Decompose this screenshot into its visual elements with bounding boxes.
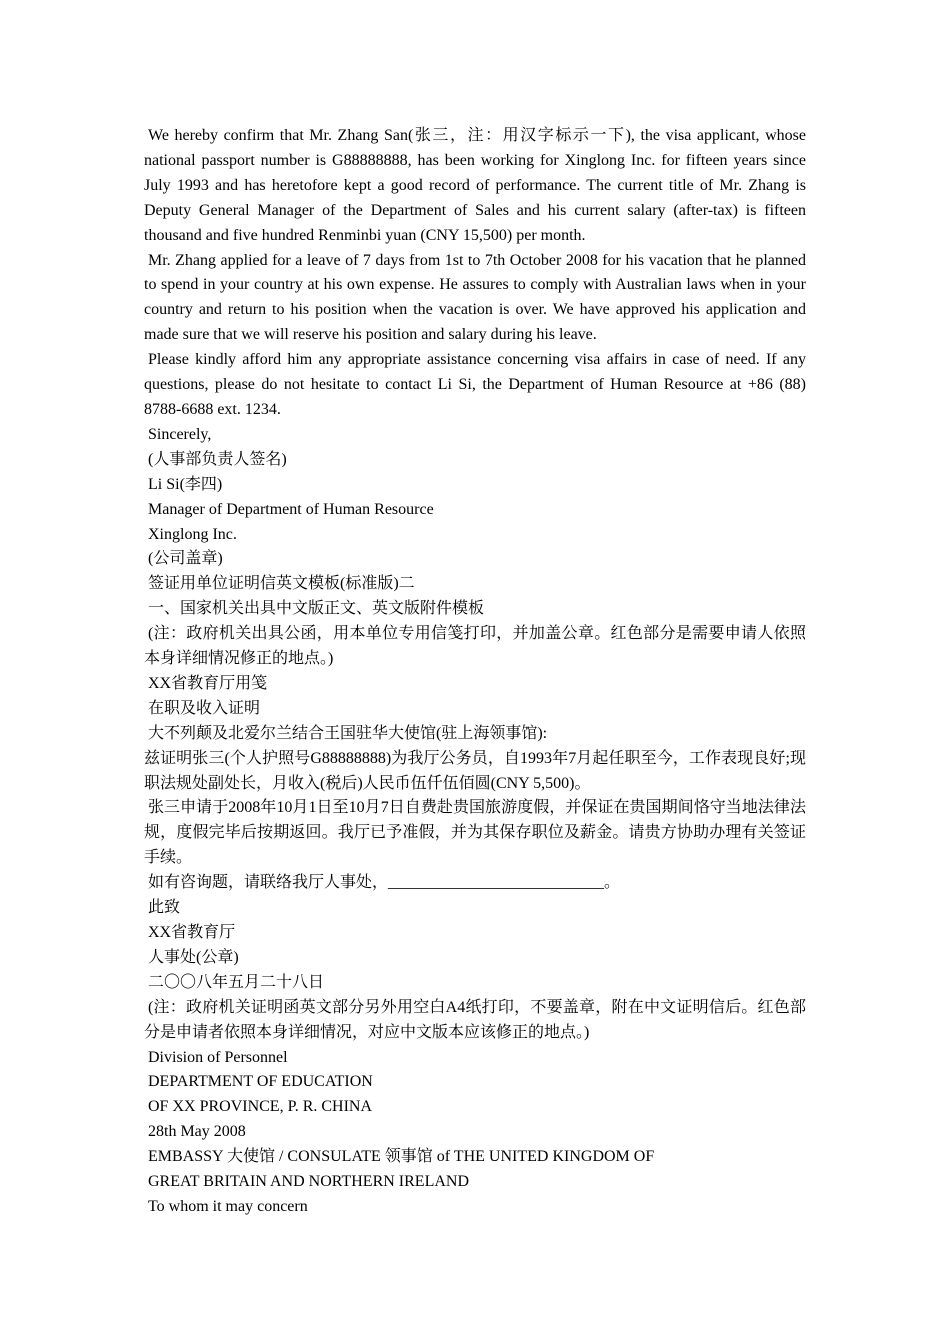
employment-paragraph: 兹证明张三(个人护照号G88888888)为我厅公务员，自1993年7月起任职至今，工作表现良好;现职法规处副处长，月收入(税后)人民币伍仟伍佰圆(CNY 5,500)。 [144, 749, 806, 792]
attachment-note: (注：政府机关证明函英文部分另外用空白A4纸打印，不要盖章，附在中文证明信后。红色部分是申请者依照本身详细情况，对应中文版本应该修正的地点。) [144, 998, 806, 1041]
closing: Sincerely, [148, 425, 212, 443]
sender-organization: XX省教育厅 [148, 924, 236, 941]
template-heading: 签证用单位证明信英文模板(标准版)二 [148, 575, 415, 593]
sender-department: 人事处(公章) [148, 948, 239, 966]
document-title: 在职及收入证明 [148, 699, 261, 717]
department-name: DEPARTMENT OF EDUCATION [148, 1073, 373, 1091]
province-name: OF XX PROVINCE, P. R. CHINA [148, 1098, 373, 1116]
assistance-paragraph: Please kindly afford him any appropriate assistance concerning visa affairs in case of need. If any questions, please do not hesitate to contact Li Si, the Department of Human Resource at +86 (88) 8788-6688 ext. 1234. [144, 351, 806, 418]
template-note: (注：政府机关出具公函，用本单位专用信笺打印，并加盖公章。红色部分是需要申请人依照本身详细情况修正的地点。) [144, 625, 806, 668]
travel-paragraph: 张三申请于2008年10月1日至10月7日自费赴贵国旅游度假，并保证在贵国期间恪守当地法律法规，度假完毕后按期返回。我厅已予准假，并为其保存职位及薪金。请贵方协助办理有关签证手续。 [144, 799, 806, 867]
document-page [144, 124, 806, 1220]
signer-name: Li Si(李四) [148, 475, 223, 493]
signature-note: (人事部负责人签名) [148, 450, 287, 468]
contact-line: 如有咨询题，请联络我厅人事处，___________________________。 [148, 874, 621, 892]
chinese-date: 二〇〇八年五月二十八日 [148, 973, 325, 991]
greeting: To whom it may concern [148, 1197, 308, 1215]
salutation: 此致 [148, 899, 181, 917]
letterhead: XX省教育厅用笺 [148, 674, 268, 692]
english-date: 28th May 2008 [148, 1123, 246, 1141]
confirmation-paragraph: We hereby confirm that Mr. Zhang San(张三，注：用汉字标示一下), the visa applicant, whose national passport number is G88888888, has been working for Xinglong Inc. for fifteen years since July 1993 and has heretofore kept a good record of performance. The current title of Mr. Zhang is Deputy General Manager of the Department of Sales and his current salary (after-tax) is fifteen thousand and five hundred Renminbi yuan (CNY 15,500) per month. [144, 127, 806, 244]
embassy-line-2: GREAT BRITAIN AND NORTHERN IRELAND [148, 1173, 470, 1191]
seal-note: (公司盖章) [148, 550, 223, 568]
addressee: 大不列颠及北爱尔兰结合王国驻华大使馆(驻上海领事馆): [148, 724, 548, 742]
company-name: Xinglong Inc. [148, 525, 237, 543]
leave-paragraph: Mr. Zhang applied for a leave of 7 days from 1st to 7th October 2008 for his vacation that he planned to spend in your country at his own expense. He assures to comply with Australian laws when in your country and return to his position when the vacation is over. We have approved his application and made sure that we will reserve his position and salary during his leave. [144, 251, 806, 344]
signer-title: Manager of Department of Human Resource [148, 500, 434, 518]
embassy-line-1: EMBASSY 大使馆 / CONSULATE 领事馆 of THE UNITED KINGDOM OF [148, 1148, 655, 1166]
template-subheading: 一、国家机关出具中文版正文、英文版附件模板 [148, 600, 485, 618]
division-name: Division of Personnel [148, 1048, 288, 1066]
